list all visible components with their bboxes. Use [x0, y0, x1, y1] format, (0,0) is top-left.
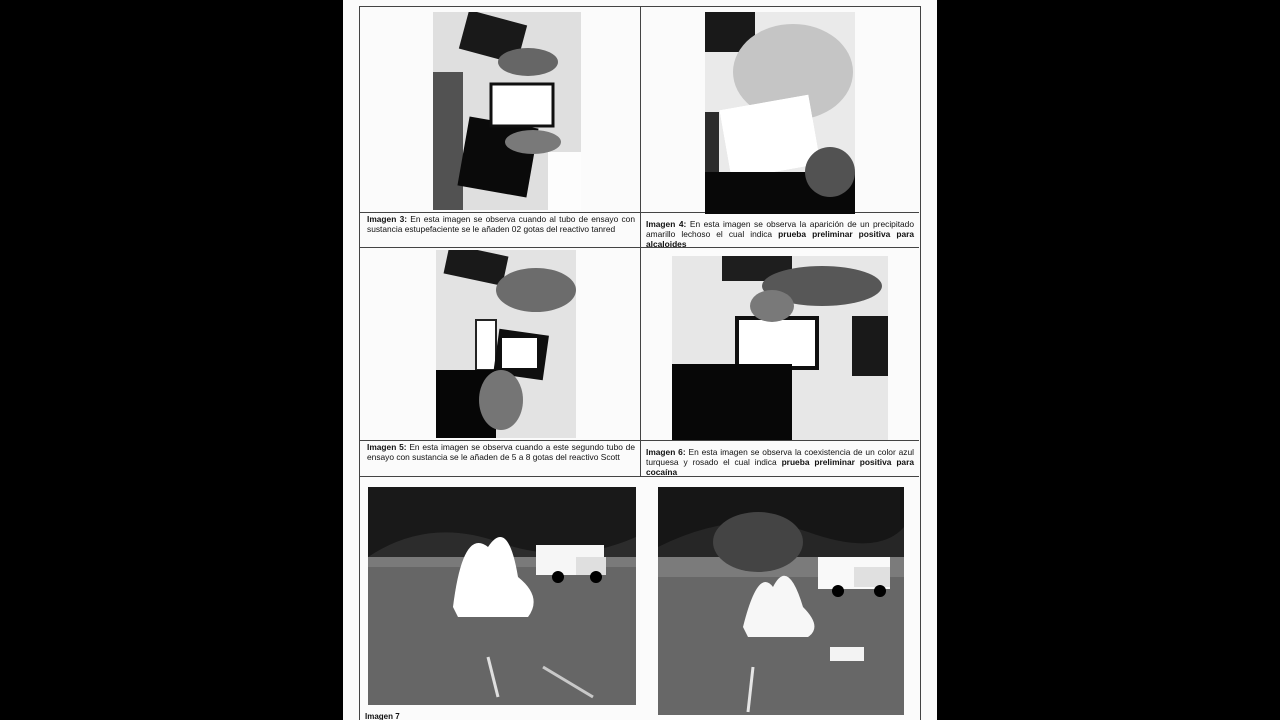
caption-bold-text: prueba preliminar positiva para alcaloides	[646, 229, 915, 249]
caption-imagen-4	[646, 219, 914, 249]
caption-text: En esta imagen se observa la coexistencia de un color azul turquesa y rosado el cual indica	[646, 447, 914, 467]
caption-label: Imagen 4:	[646, 219, 687, 229]
row-divider	[359, 440, 919, 441]
precipitate-photo	[705, 12, 855, 214]
caption-text: En esta imagen se observa cuando al tubo de ensayo con sustancia estupefaciente se le añaden 02 gotas del reactivo tanred	[367, 214, 635, 234]
caption-text: En esta imagen se observa cuando a este segundo tubo de ensayo con sustancia se le añaden de 5 a 8 gotas del reactivo Scott	[367, 442, 635, 462]
burning-truck-photo	[658, 487, 904, 715]
column-divider	[640, 6, 641, 476]
caption-imagen-3	[367, 214, 635, 234]
lab-test-photo	[433, 12, 581, 210]
cocaine-test-photo	[672, 256, 888, 440]
caption-imagen-5	[367, 442, 635, 462]
caption-label: Imagen 3:	[367, 214, 408, 224]
scott-reagent-photo	[436, 250, 576, 438]
caption-label: Imagen 5:	[367, 442, 407, 452]
caption-imagen-6	[646, 447, 914, 477]
burning-field-photo	[368, 487, 636, 705]
caption-bold-text: prueba preliminar positiva para cocaína	[646, 457, 915, 477]
caption-text: En esta imagen se observa la aparición de un precipitado amarillo lechoso el cual indica	[646, 219, 914, 239]
caption-imagen-7: Imagen 7	[365, 712, 400, 720]
caption-label: Imagen 6:	[646, 447, 686, 457]
document-page	[343, 0, 937, 720]
